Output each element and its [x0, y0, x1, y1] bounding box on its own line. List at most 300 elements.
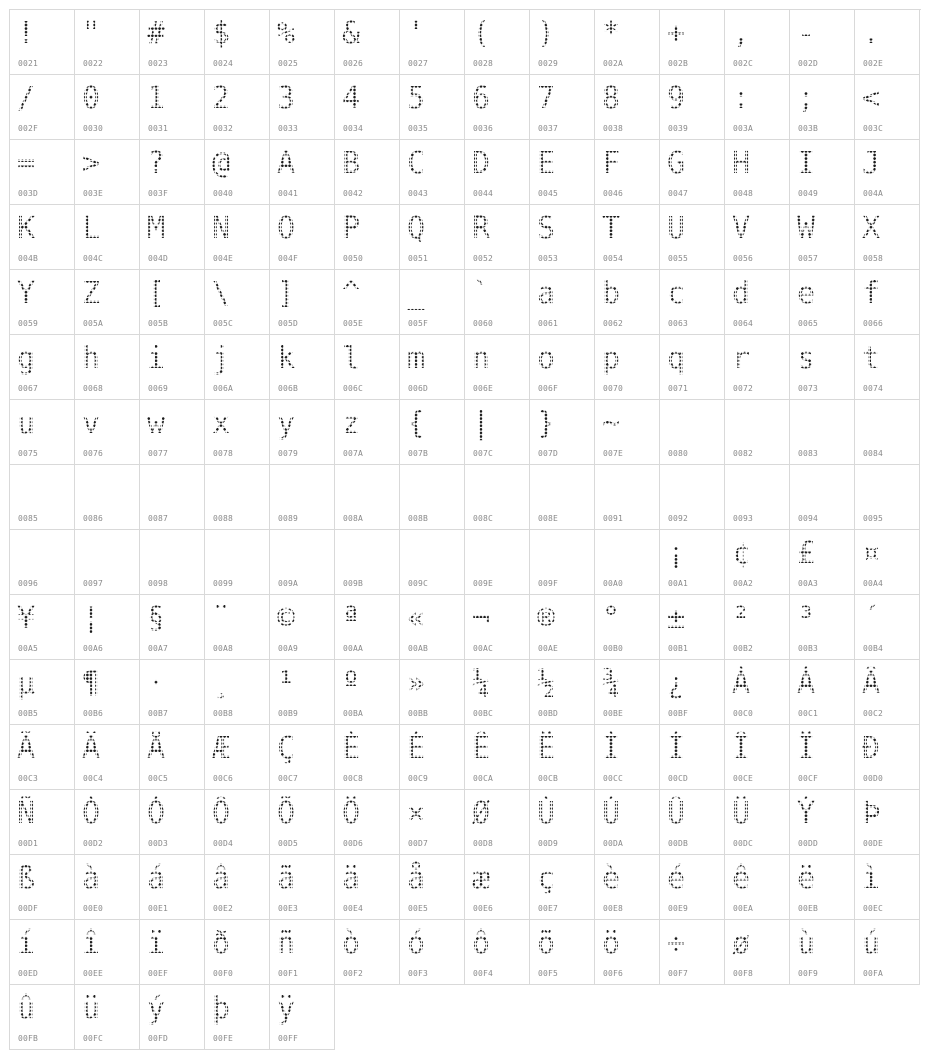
glyph-preview: u [17, 406, 36, 441]
glyph-cell [400, 270, 465, 335]
glyph-preview: û [17, 991, 36, 1026]
glyph-code-label: 00CF [798, 774, 819, 783]
glyph-code-label: 0040 [213, 189, 234, 198]
glyph-preview: é [667, 861, 686, 896]
glyph-code-label: 00EF [148, 969, 169, 978]
glyph-code-label: 0083 [798, 449, 819, 458]
glyph-preview: y [277, 406, 296, 441]
glyph-preview: ! [17, 16, 36, 51]
glyph-cell [205, 985, 270, 1050]
glyph-cell [725, 400, 790, 465]
glyph-code-label: 006B [278, 384, 299, 393]
glyph-cell [205, 725, 270, 790]
glyph-code-label: 0088 [213, 514, 234, 523]
glyph-cell [790, 855, 855, 920]
glyph-cell [530, 400, 595, 465]
glyph-code-label: 006D [408, 384, 429, 393]
glyph-cell [595, 790, 660, 855]
glyph-code-label: 0073 [798, 384, 819, 393]
glyph-preview: º [342, 666, 361, 701]
glyph-code-label: 00B9 [278, 709, 299, 718]
glyph-cell [660, 465, 725, 530]
glyph-code-label: 00FA [863, 969, 884, 978]
glyph-code-label: 00A3 [798, 579, 819, 588]
glyph-code-label: 00D8 [473, 839, 494, 848]
glyph-preview: 7 [537, 81, 556, 116]
glyph-preview: ç [537, 861, 556, 896]
glyph-code-label: 0038 [603, 124, 624, 133]
glyph-cell [335, 205, 400, 270]
glyph-cell [530, 10, 595, 75]
glyph-preview: Ó [147, 796, 166, 831]
glyph-preview: ú [862, 926, 881, 961]
glyph-preview: ï [147, 926, 166, 961]
glyph-cell [855, 140, 920, 205]
glyph-preview: , [732, 16, 751, 51]
glyph-preview: Ã [17, 731, 36, 766]
glyph-code-label: 0023 [148, 59, 169, 68]
glyph-cell [205, 10, 270, 75]
glyph-cell [140, 985, 205, 1050]
glyph-cell [595, 725, 660, 790]
glyph-preview: · [147, 666, 166, 701]
glyph-code-label: 00A1 [668, 579, 689, 588]
glyph-code-label: 0077 [148, 449, 169, 458]
glyph-cell [725, 140, 790, 205]
glyph-cell [270, 920, 335, 985]
glyph-cell [465, 790, 530, 855]
glyph-cell [400, 855, 465, 920]
glyph-code-label: 003D [18, 189, 39, 198]
glyph-code-label: 00F5 [538, 969, 559, 978]
glyph-preview: a [537, 276, 556, 311]
glyph-code-label: 0051 [408, 254, 429, 263]
glyph-cell [140, 855, 205, 920]
glyph-preview: Ä [82, 731, 101, 766]
glyph-code-label: 0037 [538, 124, 559, 133]
glyph-code-label: 009C [408, 579, 429, 588]
glyph-preview: ^ [342, 276, 361, 311]
glyph-code-label: 0032 [213, 124, 234, 133]
glyph-code-label: 0060 [473, 319, 494, 328]
glyph-preview: m [407, 341, 426, 376]
glyph-cell [335, 465, 400, 530]
glyph-code-label: 004F [278, 254, 299, 263]
glyph-code-label: 00E5 [408, 904, 429, 913]
glyph-code-label: 00C0 [733, 709, 754, 718]
glyph-cell [660, 530, 725, 595]
glyph-preview: þ [212, 991, 231, 1026]
glyph-code-label: 0078 [213, 449, 234, 458]
glyph-preview: w [147, 406, 166, 441]
glyph-code-label: 00ED [18, 969, 39, 978]
glyph-cell [855, 660, 920, 725]
glyph-preview: Ò [82, 796, 101, 831]
glyph-code-label: 00EC [863, 904, 884, 913]
glyph-cell [595, 530, 660, 595]
glyph-preview: X [862, 211, 881, 246]
glyph-code-label: 00A0 [603, 579, 624, 588]
glyph-code-label: 006F [538, 384, 559, 393]
glyph-code-label: 0028 [473, 59, 494, 68]
glyph-code-label: 009A [278, 579, 299, 588]
glyph-preview: 4 [342, 81, 361, 116]
glyph-code-label: 00E4 [343, 904, 364, 913]
glyph-cell [270, 140, 335, 205]
glyph-cell [140, 400, 205, 465]
glyph-code-label: 00CE [733, 774, 754, 783]
glyph-preview: ~ [602, 406, 621, 441]
glyph-cell [595, 335, 660, 400]
glyph-cell [335, 595, 400, 660]
glyph-cell [465, 140, 530, 205]
glyph-cell [270, 985, 335, 1050]
glyph-code-label: 00FE [213, 1034, 234, 1043]
glyph-cell [270, 790, 335, 855]
glyph-code-label: 00A5 [18, 644, 39, 653]
glyph-code-label: 0058 [863, 254, 884, 263]
glyph-cell [530, 595, 595, 660]
glyph-code-label: 00B3 [798, 644, 819, 653]
glyph-preview: ' [407, 16, 426, 51]
glyph-preview: Y [17, 276, 36, 311]
glyph-code-label: 005B [148, 319, 169, 328]
glyph-cell [205, 855, 270, 920]
glyph-code-label: 00A9 [278, 644, 299, 653]
glyph-cell [140, 10, 205, 75]
glyph-code-label: 00BC [473, 709, 494, 718]
glyph-code-label: 00A4 [863, 579, 884, 588]
glyph-code-label: 0031 [148, 124, 169, 133]
glyph-preview: } [537, 406, 556, 441]
glyph-cell [465, 205, 530, 270]
glyph-code-label: 0056 [733, 254, 754, 263]
glyph-code-label: 00AE [538, 644, 559, 653]
glyph-code-label: 00FD [148, 1034, 169, 1043]
glyph-preview: Ç [277, 731, 296, 766]
glyph-preview: P [342, 211, 361, 246]
glyph-preview: M [147, 211, 166, 246]
glyph-code-label: 00FC [83, 1034, 104, 1043]
glyph-preview: × [407, 796, 426, 831]
glyph-cell [270, 270, 335, 335]
glyph-preview: v [82, 406, 101, 441]
glyph-code-label: 002E [863, 59, 884, 68]
glyph-cell [10, 10, 75, 75]
glyph-cell [530, 660, 595, 725]
glyph-cell [140, 335, 205, 400]
glyph-code-label: 00EB [798, 904, 819, 913]
glyph-code-label: 00CD [668, 774, 689, 783]
glyph-preview: ø [732, 926, 751, 961]
glyph-preview: è [602, 861, 621, 896]
glyph-cell [595, 75, 660, 140]
glyph-cell [790, 595, 855, 660]
glyph-code-label: 007A [343, 449, 364, 458]
glyph-cell [140, 920, 205, 985]
glyph-code-label: 0059 [18, 319, 39, 328]
glyph-code-label: 00AB [408, 644, 429, 653]
glyph-preview: 0 [82, 81, 101, 116]
glyph-cell [790, 140, 855, 205]
glyph-code-label: 00F8 [733, 969, 754, 978]
glyph-preview: µ [17, 666, 36, 701]
glyph-code-label: 0074 [863, 384, 884, 393]
glyph-preview: I [797, 146, 816, 181]
glyph-code-label: 004C [83, 254, 104, 263]
glyph-cell [75, 10, 140, 75]
glyph-cell [270, 855, 335, 920]
glyph-preview: $ [212, 16, 231, 51]
glyph-preview: ] [277, 276, 296, 311]
glyph-cell [205, 205, 270, 270]
glyph-cell [595, 595, 660, 660]
glyph-preview: > [82, 146, 101, 181]
glyph-preview: ª [342, 601, 361, 636]
glyph-code-label: 0052 [473, 254, 494, 263]
glyph-cell [400, 790, 465, 855]
glyph-cell [855, 10, 920, 75]
glyph-code-label: 0063 [668, 319, 689, 328]
glyph-cell [140, 75, 205, 140]
glyph-code-label: 0082 [733, 449, 754, 458]
glyph-cell [270, 725, 335, 790]
glyph-preview: G [667, 146, 686, 181]
glyph-code-label: 0075 [18, 449, 39, 458]
glyph-preview: Ù [537, 796, 556, 831]
glyph-cell [855, 400, 920, 465]
glyph-preview: ¤ [862, 536, 881, 571]
glyph-code-label: 0026 [343, 59, 364, 68]
glyph-preview: à [82, 861, 101, 896]
glyph-code-label: 003E [83, 189, 104, 198]
glyph-preview: H [732, 146, 751, 181]
glyph-cell [790, 205, 855, 270]
glyph-preview: á [147, 861, 166, 896]
glyph-code-label: 00D0 [863, 774, 884, 783]
glyph-preview: Ø [472, 796, 491, 831]
glyph-code-label: 00AA [343, 644, 364, 653]
glyph-cell [530, 530, 595, 595]
glyph-code-label: 005A [83, 319, 104, 328]
glyph-code-label: 0022 [83, 59, 104, 68]
glyph-cell [10, 205, 75, 270]
glyph-code-label: 00DF [18, 904, 39, 913]
glyph-cell [75, 205, 140, 270]
glyph-preview: õ [537, 926, 556, 961]
glyph-preview: ñ [277, 926, 296, 961]
glyph-cell [400, 205, 465, 270]
glyph-preview: À [732, 666, 751, 701]
glyph-cell [465, 660, 530, 725]
glyph-code-label: 00A7 [148, 644, 169, 653]
glyph-cell [75, 75, 140, 140]
glyph-preview: 9 [667, 81, 686, 116]
glyph-preview: 2 [212, 81, 231, 116]
glyph-preview: § [147, 601, 166, 636]
glyph-code-label: 0080 [668, 449, 689, 458]
glyph-cell [530, 855, 595, 920]
glyph-cell [660, 660, 725, 725]
glyph-preview: E [537, 146, 556, 181]
glyph-cell [465, 595, 530, 660]
glyph-preview: ö [602, 926, 621, 961]
glyph-preview: 5 [407, 81, 426, 116]
glyph-code-label: 00E0 [83, 904, 104, 913]
glyph-cell [790, 465, 855, 530]
glyph-code-label: 0097 [83, 579, 104, 588]
glyph-code-label: 0099 [213, 579, 234, 588]
glyph-preview: < [862, 81, 881, 116]
glyph-preview: ä [342, 861, 361, 896]
glyph-preview: k [277, 341, 296, 376]
glyph-cell [400, 530, 465, 595]
glyph-code-label: 003C [863, 124, 884, 133]
glyph-cell [140, 140, 205, 205]
glyph-code-label: 00D2 [83, 839, 104, 848]
glyph-preview: Õ [277, 796, 296, 831]
glyph-cell [400, 660, 465, 725]
glyph-cell [660, 595, 725, 660]
glyph-cell [10, 790, 75, 855]
glyph-preview: e [797, 276, 816, 311]
glyph-preview: ¾ [602, 666, 621, 701]
glyph-cell [205, 530, 270, 595]
glyph-code-label: 00C8 [343, 774, 364, 783]
glyph-cell [530, 725, 595, 790]
glyph-code-label: 00CC [603, 774, 624, 783]
glyph-cell [335, 270, 400, 335]
glyph-cell [335, 920, 400, 985]
glyph-cell [855, 530, 920, 595]
glyph-preview: ì [862, 861, 881, 896]
glyph-preview: R [472, 211, 491, 246]
glyph-code-label: 00F1 [278, 969, 299, 978]
glyph-preview: Ý [797, 796, 816, 831]
glyph-preview: % [277, 16, 296, 51]
glyph-code-label: 0042 [343, 189, 364, 198]
glyph-preview: ½ [537, 666, 556, 701]
glyph-code-label: 00B0 [603, 644, 624, 653]
glyph-preview: q [667, 341, 686, 376]
glyph-preview: â [212, 861, 231, 896]
glyph-preview: ¸ [212, 666, 231, 701]
glyph-code-label: 0044 [473, 189, 494, 198]
glyph-cell [400, 400, 465, 465]
glyph-cell [660, 790, 725, 855]
glyph-code-label: 0066 [863, 319, 884, 328]
glyph-cell [855, 920, 920, 985]
glyph-preview: ê [732, 861, 751, 896]
glyph-preview: D [472, 146, 491, 181]
glyph-cell [660, 725, 725, 790]
glyph-code-label: 00E2 [213, 904, 234, 913]
glyph-preview: f [862, 276, 881, 311]
glyph-cell [10, 400, 75, 465]
glyph-preview: A [277, 146, 296, 181]
glyph-code-label: 00C6 [213, 774, 234, 783]
glyph-cell [270, 530, 335, 595]
glyph-code-label: 00C7 [278, 774, 299, 783]
glyph-code-label: 005D [278, 319, 299, 328]
glyph-cell [855, 790, 920, 855]
glyph-code-label: 007C [473, 449, 494, 458]
glyph-code-label: 00FB [18, 1034, 39, 1043]
glyph-code-label: 00DE [863, 839, 884, 848]
glyph-code-label: 00B2 [733, 644, 754, 653]
glyph-cell [595, 10, 660, 75]
glyph-cell [140, 205, 205, 270]
glyph-cell [725, 270, 790, 335]
glyph-cell [270, 10, 335, 75]
glyph-code-label: 0076 [83, 449, 104, 458]
glyph-code-label: 00DC [733, 839, 754, 848]
glyph-cell [270, 465, 335, 530]
glyph-preview: o [537, 341, 556, 376]
glyph-code-label: 00BB [408, 709, 429, 718]
glyph-cell [595, 205, 660, 270]
glyph-preview: ± [667, 601, 686, 636]
glyph-preview: Q [407, 211, 426, 246]
glyph-code-label: 0036 [473, 124, 494, 133]
glyph-code-label: 0025 [278, 59, 299, 68]
glyph-code-label: 0079 [278, 449, 299, 458]
glyph-preview: : [732, 81, 751, 116]
glyph-cell [400, 140, 465, 205]
glyph-preview: Ö [342, 796, 361, 831]
glyph-cell [75, 855, 140, 920]
glyph-preview: Ñ [17, 796, 36, 831]
glyph-code-label: 00DD [798, 839, 819, 848]
glyph-preview: Ê [472, 731, 491, 766]
glyph-preview: £ [797, 536, 816, 571]
glyph-preview: # [147, 16, 166, 51]
glyph-code-label: 00BA [343, 709, 364, 718]
glyph-cell [75, 400, 140, 465]
glyph-code-label: 00D3 [148, 839, 169, 848]
glyph-preview: ë [797, 861, 816, 896]
glyph-code-label: 00E8 [603, 904, 624, 913]
glyph-code-label: 00F9 [798, 969, 819, 978]
glyph-cell [75, 595, 140, 660]
glyph-cell [75, 985, 140, 1050]
glyph-preview: î [82, 926, 101, 961]
glyph-cell [205, 465, 270, 530]
glyph-cell [725, 75, 790, 140]
glyph-preview: F [602, 146, 621, 181]
glyph-preview: ¦ [82, 601, 101, 636]
glyph-preview: Ô [212, 796, 231, 831]
glyph-cell [725, 790, 790, 855]
glyph-cell [855, 270, 920, 335]
glyph-code-label: 005E [343, 319, 364, 328]
glyph-preview: ´ [862, 601, 881, 636]
glyph-cell [10, 660, 75, 725]
glyph-preview: T [602, 211, 621, 246]
glyph-preview: ² [732, 601, 751, 636]
glyph-preview: n [472, 341, 491, 376]
glyph-cell [270, 75, 335, 140]
glyph-cell [725, 855, 790, 920]
glyph-cell [400, 335, 465, 400]
glyph-preview: ¢ [732, 536, 751, 571]
glyph-code-label: 00B4 [863, 644, 884, 653]
glyph-code-label: 00C2 [863, 709, 884, 718]
glyph-code-label: 008E [538, 514, 559, 523]
glyph-preview: ù [797, 926, 816, 961]
glyph-code-label: 007D [538, 449, 559, 458]
glyph-code-label: 003B [798, 124, 819, 133]
